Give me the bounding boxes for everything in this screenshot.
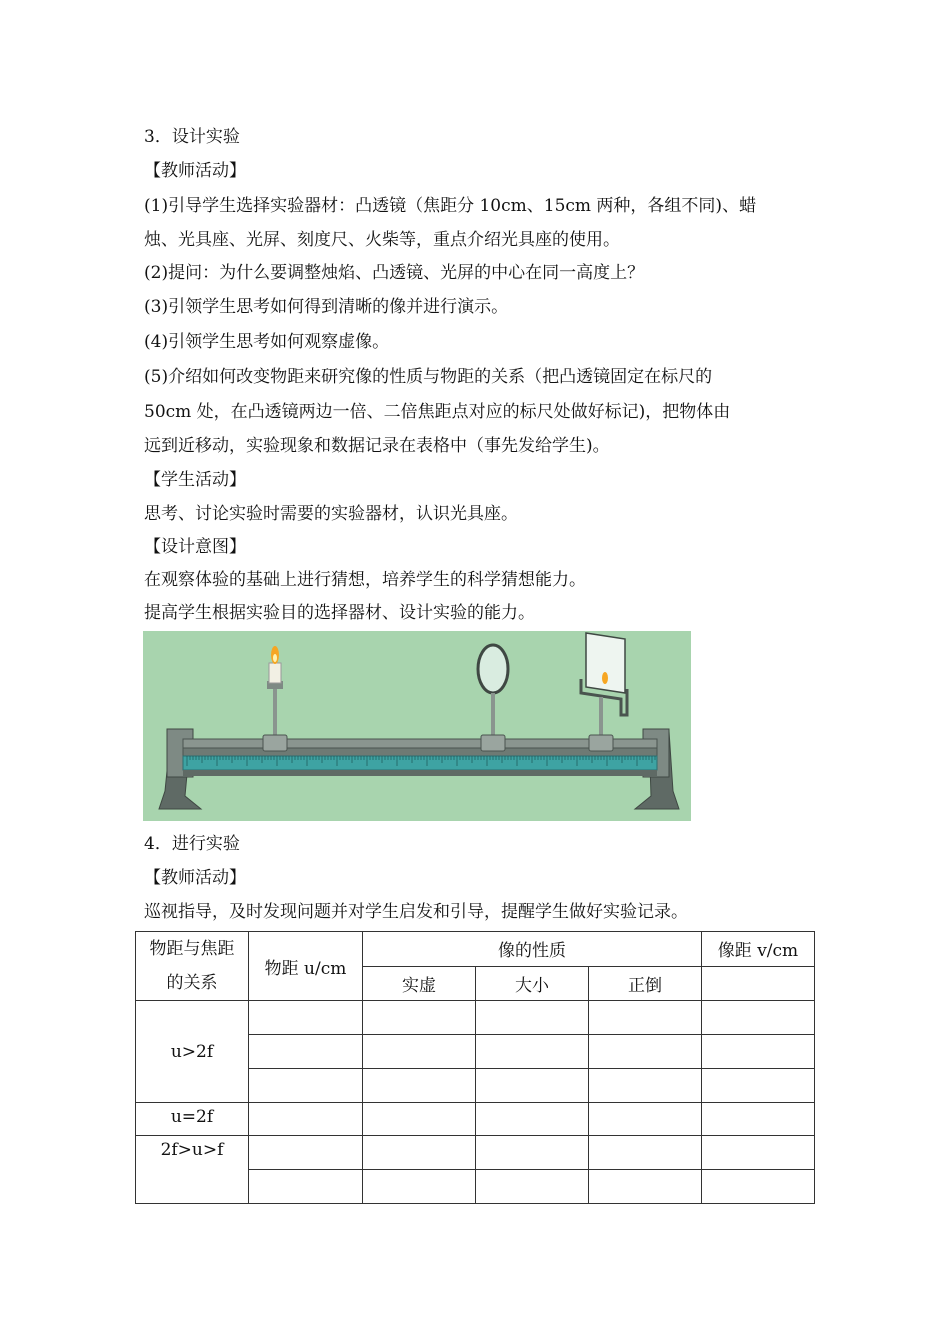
- table-cell: [589, 1035, 702, 1069]
- candle-slider: [263, 735, 287, 751]
- table-cell: [363, 1035, 476, 1069]
- table-cell: [702, 1001, 815, 1035]
- table-cell: [363, 1103, 476, 1136]
- table-cell: [589, 1069, 702, 1103]
- table-cell: [249, 1001, 363, 1035]
- table-cell: [476, 1069, 589, 1103]
- paragraph-line: (2)提问：为什么要调整烛焰、凸透镜、光屏的中心在同一高度上？: [144, 263, 645, 283]
- header-orientation: 正倒: [589, 966, 702, 1001]
- screen-rod: [599, 697, 603, 739]
- table-cell: [249, 1170, 363, 1204]
- table-cell: [249, 1035, 363, 1069]
- candle-body: [269, 663, 281, 683]
- table-cell: [702, 966, 815, 1001]
- paragraph-line: (1)引导学生选择实验器材：凸透镜（焦距分 10cm、15cm 两种，各组不同)、蜡: [144, 196, 757, 216]
- header-object-distance: 物距 u/cm: [249, 932, 363, 1001]
- paragraph-line: 远到近移动，实验现象和数据记录在表格中（事先发给学生)。: [144, 436, 610, 456]
- table-cell: [589, 1170, 702, 1204]
- table-cell: [476, 1103, 589, 1136]
- row-label-2f-gt-u-gt-f: 2f>u>f: [136, 1136, 249, 1204]
- table-cell: [363, 1069, 476, 1103]
- lens-slider: [481, 735, 505, 751]
- table-cell: [589, 1103, 702, 1136]
- table-cell: [589, 1001, 702, 1035]
- header-relation: [136, 932, 249, 1001]
- design-intent-line: 在观察体验的基础上进行猜想，培养学生的科学猜想能力。: [144, 570, 586, 590]
- row-label-u-gt-2f: u>2f: [136, 1001, 249, 1103]
- table-cell: [363, 1001, 476, 1035]
- table-cell: [589, 1136, 702, 1170]
- experiment-record-table: [135, 931, 815, 1204]
- header-real-virtual: 实虚: [363, 966, 476, 1001]
- paragraph-line: (3)引领学生思考如何得到清晰的像并进行演示。: [144, 297, 509, 317]
- student-activity-text: 思考、讨论实验时需要的实验器材，认识光具座。: [144, 504, 518, 524]
- table-cell: [702, 1136, 815, 1170]
- table-cell: [363, 1136, 476, 1170]
- screen-slider: [589, 735, 613, 751]
- table-cell: [249, 1103, 363, 1136]
- table-cell: [702, 1069, 815, 1103]
- section3-heading: 3．设计实验: [144, 127, 240, 147]
- candle-rod: [273, 689, 277, 739]
- paragraph-line: 烛、光具座、光屏、刻度尺、火柴等，重点介绍光具座的使用。: [144, 230, 620, 250]
- design-intent-tag: 【设计意图】: [144, 537, 246, 557]
- header-size: 大小: [476, 966, 589, 1001]
- paragraph-line: 50cm 处，在凸透镜两边一倍、二倍焦距点对应的标尺处做好标记)，把物体由: [144, 402, 731, 422]
- lens-rod: [491, 693, 495, 739]
- header-relation-line2: 的关系: [166, 973, 218, 993]
- header-image-nature: 像的性质: [363, 932, 702, 967]
- student-activity-tag: 【学生活动】: [144, 470, 246, 490]
- screen-image: [602, 672, 608, 684]
- bench-base: [183, 770, 657, 776]
- section4-heading: 4．进行实验: [144, 834, 240, 854]
- table-cell: [363, 1170, 476, 1204]
- row-label-u-eq-2f: u=2f: [136, 1103, 249, 1136]
- paragraph-line: (5)介绍如何改变物距来研究像的性质与物距的关系（把凸透镜固定在标尺的: [144, 367, 713, 387]
- table-cell: [702, 1035, 815, 1069]
- table-cell: [702, 1170, 815, 1204]
- table-cell: [476, 1170, 589, 1204]
- table-cell: [249, 1136, 363, 1170]
- lens-ring: [478, 645, 508, 693]
- table-cell: [476, 1001, 589, 1035]
- optical-bench-figure: [143, 631, 691, 821]
- table-cell: [476, 1035, 589, 1069]
- table-cell: [249, 1069, 363, 1103]
- table-cell: [702, 1103, 815, 1136]
- section4-text: 巡视指导，及时发现问题并对学生启发和引导，提醒学生做好实验记录。: [144, 902, 688, 922]
- header-relation-line1: 物距与焦距: [149, 939, 235, 959]
- teacher-activity-tag-2: 【教师活动】: [144, 868, 246, 888]
- table-cell: [476, 1136, 589, 1170]
- bench-rail-mid: [183, 748, 657, 756]
- bench-rail-top: [183, 739, 657, 748]
- design-intent-line: 提高学生根据实验目的选择器材、设计实验的能力。: [144, 603, 535, 623]
- screen-panel: [586, 633, 625, 693]
- candle-flame-core: [273, 654, 277, 662]
- header-image-distance: 像距 v/cm: [702, 932, 815, 967]
- teacher-activity-tag: 【教师活动】: [144, 161, 246, 181]
- paragraph-line: (4)引领学生思考如何观察虚像。: [144, 332, 390, 352]
